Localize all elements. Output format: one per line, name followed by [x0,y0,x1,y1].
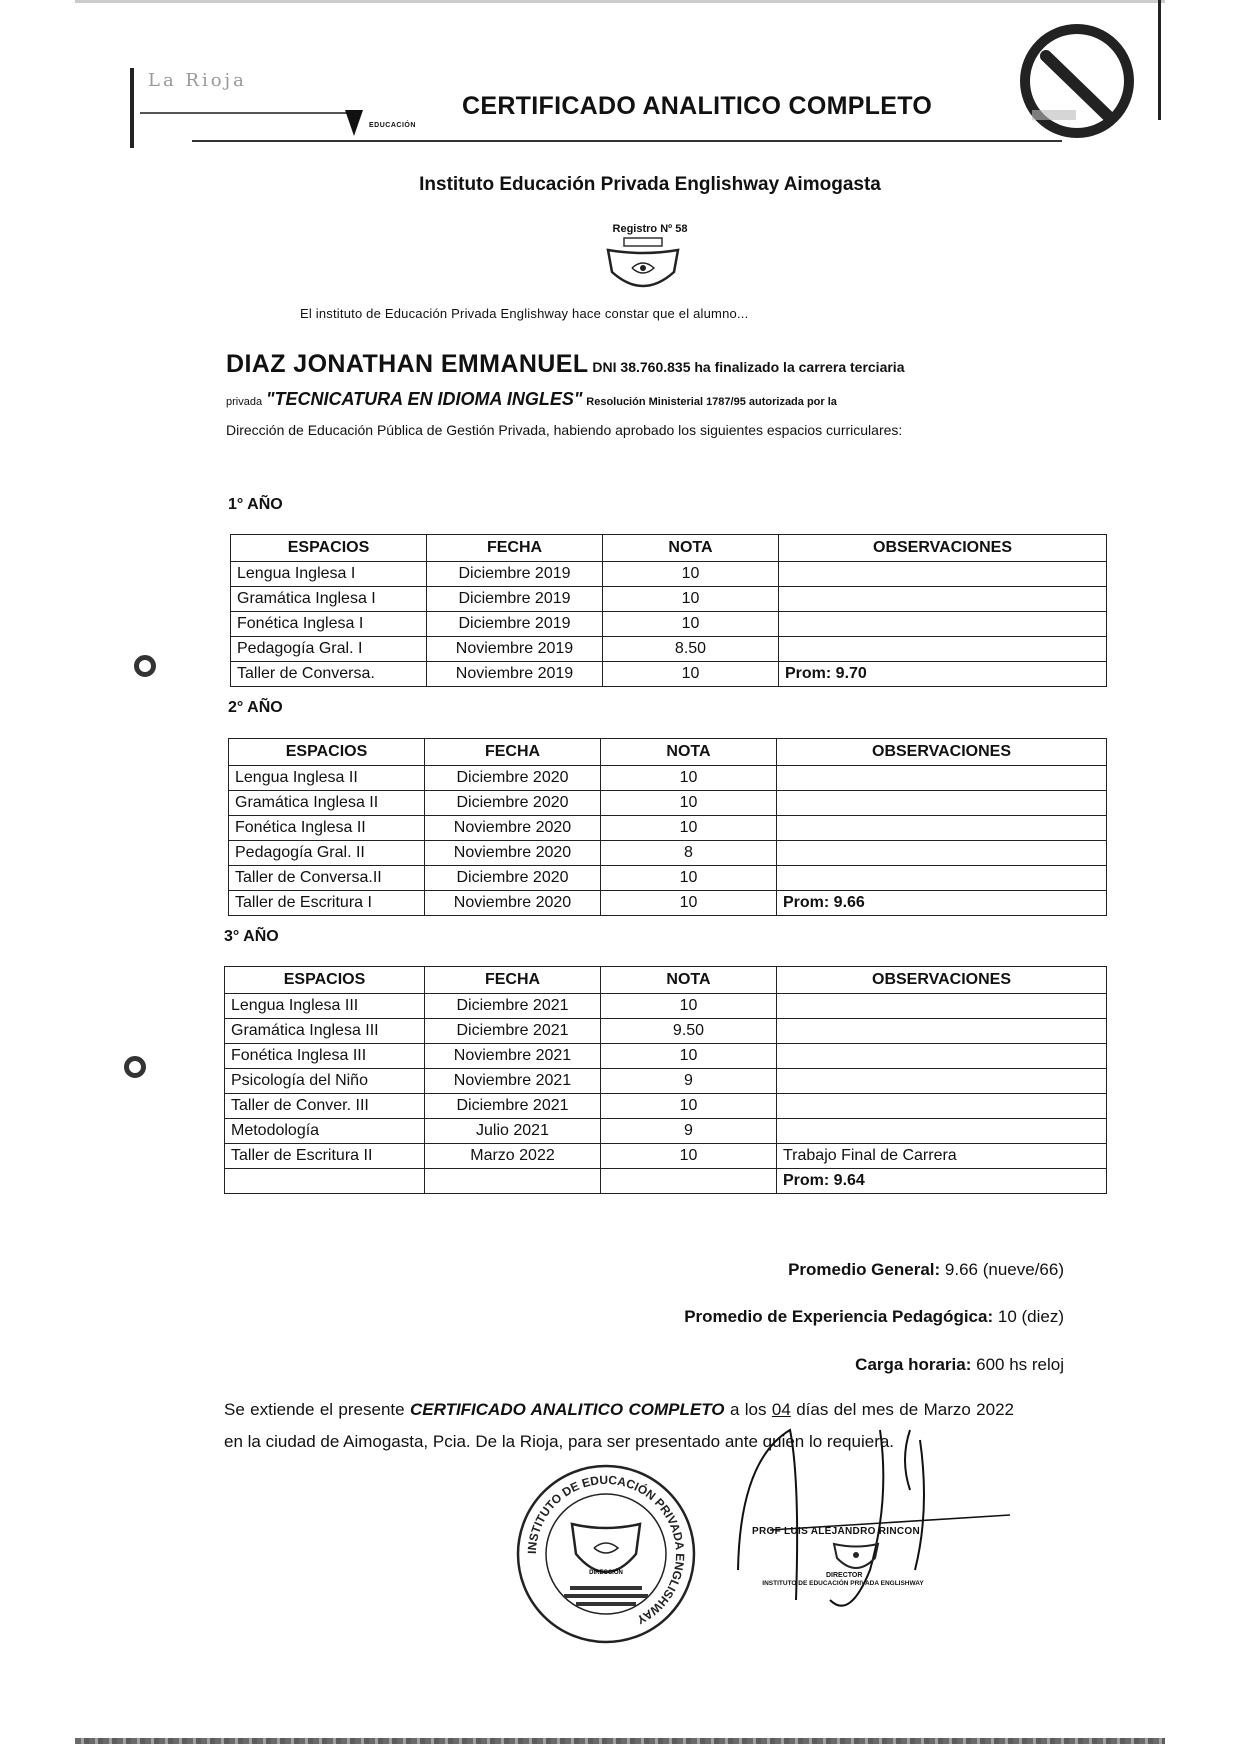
cell-espacio: Lengua Inglesa III [225,994,425,1019]
column-header: NOTA [603,535,779,562]
table-row [225,1119,1107,1144]
table-row [225,1169,1107,1194]
promedio-general-value: 9.66 (nueve/66) [944,1260,1064,1279]
cell-nota: 10 [603,562,779,587]
closing-day: 04 [771,1400,791,1419]
institute-name: Instituto Educación Privada Englishway Aimogasta [419,174,881,195]
cell-nota: 8.50 [603,637,779,662]
column-header: NOTA [601,967,777,994]
column-header: FECHA [427,535,603,562]
cell-fecha: Marzo 2022 [425,1144,601,1169]
signatory-institute: INSTITUTO DE EDUCACIÓN PRIVADA ENGLISHWAY [762,1580,924,1587]
promedio-experiencia [684,1307,1064,1327]
cell-fecha: Diciembre 2021 [425,1094,601,1119]
closing-text-3: días del mes de Marzo 2022 en la ciudad de Aimogasta, Pcia. De la Rioja, para ser presentado ante quien lo requiera. [224,1400,1015,1451]
carga-horaria-value: 600 hs reloj [976,1355,1064,1374]
cell-nota: 9 [601,1069,777,1094]
cell-fecha [425,1169,601,1194]
stamp-inner-text: DIRECCIÓN [589,1570,623,1576]
cell-obs [779,587,1107,612]
cell-fecha: Diciembre 2021 [425,994,601,1019]
column-header: NOTA [601,739,777,766]
column-header: OBSERVACIONES [777,739,1107,766]
cell-obs [777,1019,1107,1044]
cell-obs [777,1094,1107,1119]
cell-nota: 9.50 [601,1019,777,1044]
cell-espacio: Pedagogía Gral. II [229,841,425,866]
binder-hole-icon [134,655,156,677]
cell-fecha: Diciembre 2020 [425,791,601,816]
cell-espacio: Taller de Conver. III [225,1094,425,1119]
seal-icon [1018,22,1136,140]
binder-hole-icon [124,1056,146,1078]
promedio-experiencia-label: Promedio de Experiencia Pedagógica: [684,1307,994,1326]
cell-nota: 8 [601,841,777,866]
cell-fecha: Diciembre 2020 [425,766,601,791]
cell-fecha: Diciembre 2019 [427,587,603,612]
cell-nota: 10 [601,1144,777,1169]
intro-text: El instituto de Educación Privada Englishway hace constar que el alumno... [300,306,749,321]
cell-nota: 10 [601,816,777,841]
cell-espacio: Lengua Inglesa I [231,562,427,587]
cell-nota: 10 [601,994,777,1019]
closing-text-2: a los [729,1400,767,1419]
column-header: FECHA [425,967,601,994]
cell-fecha: Noviembre 2021 [425,1069,601,1094]
cell-espacio: Pedagogía Gral. I [231,637,427,662]
cell-fecha: Diciembre 2021 [425,1019,601,1044]
scan-edge-top [75,0,1165,3]
cell-nota: 9 [601,1119,777,1144]
cell-espacio [225,1169,425,1194]
cell-fecha: Diciembre 2019 [427,562,603,587]
cell-obs [777,816,1107,841]
cell-fecha: Noviembre 2021 [425,1044,601,1069]
table-row [231,562,1107,587]
logo-bar [130,68,134,148]
cell-espacio: Taller de Escritura I [229,891,425,916]
table-row [231,637,1107,662]
cell-fecha: Julio 2021 [425,1119,601,1144]
cell-fecha: Noviembre 2019 [427,662,603,687]
cell-espacio: Lengua Inglesa II [229,766,425,791]
table-row [225,994,1107,1019]
table-row [231,587,1107,612]
cell-obs [777,841,1107,866]
cell-nota: 10 [601,1094,777,1119]
table-row [225,1094,1107,1119]
paragraph-text-1: ha finalizado la carrera terciaria [694,359,905,375]
cell-obs [777,766,1107,791]
cell-fecha: Noviembre 2020 [425,891,601,916]
education-logo-icon [345,110,363,136]
scan-edge-right [1158,0,1161,120]
cell-fecha: Noviembre 2019 [427,637,603,662]
resolucion-text: Resolución Ministerial 1787/95 autorizada por la [586,396,837,408]
cell-nota: 10 [603,587,779,612]
cell-obs: Trabajo Final de Carrera [777,1144,1107,1169]
cell-nota: 10 [601,866,777,891]
column-header: FECHA [425,739,601,766]
cell-obs [777,1119,1107,1144]
table-header-row [231,535,1107,562]
cell-obs: Prom: 9.70 [779,662,1107,687]
cell-obs [779,637,1107,662]
table-row [229,791,1107,816]
registro-number: Registro Nº 58 [612,223,688,235]
cell-espacio: Fonética Inglesa III [225,1044,425,1069]
paragraph-text-2: privada [226,396,263,408]
cell-espacio: Gramática Inglesa II [229,791,425,816]
paragraph-text-3: Dirección de Educación Pública de Gestión Privada, habiendo aprobado los siguientes espacios curriculares: [226,422,903,438]
table-row [225,1044,1107,1069]
cell-obs: Prom: 9.64 [777,1169,1107,1194]
column-header: ESPACIOS [229,739,425,766]
cell-espacio: Metodología [225,1119,425,1144]
cell-espacio: Fonética Inglesa II [229,816,425,841]
cell-espacio: Gramática Inglesa III [225,1019,425,1044]
cell-fecha: Noviembre 2020 [425,816,601,841]
grades-table-year-1 [230,534,1107,687]
cell-obs [777,994,1107,1019]
cell-nota: 10 [601,1044,777,1069]
table-row [229,841,1107,866]
cell-fecha: Diciembre 2020 [425,866,601,891]
signatory-name: PROF LUIS ALEJANDRO RINCON [752,1526,920,1537]
cell-espacio: Psicología del Niño [225,1069,425,1094]
cell-nota: 10 [603,662,779,687]
grades-table-year-2 [228,738,1107,916]
table-header-row [225,967,1107,994]
cell-nota: 10 [603,612,779,637]
institute-stamp-icon [514,1462,698,1646]
column-header: ESPACIOS [231,535,427,562]
logo-scribble: La Rioja [148,70,247,91]
table-row [229,866,1107,891]
table-row [225,1069,1107,1094]
cell-nota: 10 [601,766,777,791]
column-header: OBSERVACIONES [777,967,1107,994]
student-name: DIAZ JONATHAN EMMANUEL [226,350,589,378]
cell-espacio: Taller de Conversa. [231,662,427,687]
cell-obs [779,612,1107,637]
cell-obs [777,866,1107,891]
scan-edge-bottom [75,1738,1165,1744]
logo-line [140,112,350,114]
director-crest-icon [830,1540,882,1574]
stamp-ring-text: INSTITUTO DE EDUCACIÓN PRIVADA ENGLISHWAY [524,1472,688,1628]
signatory-role: DIRECTOR [826,1572,863,1579]
cell-espacio: Taller de Escritura II [225,1144,425,1169]
carga-horaria [855,1355,1064,1375]
table-row [231,662,1107,687]
year-label-3: 3° AÑO [224,928,279,945]
promedio-general [788,1260,1064,1280]
table-row [229,891,1107,916]
signature-icon [730,1420,1030,1620]
cell-obs: Prom: 9.66 [777,891,1107,916]
grades-table-year-3 [224,966,1107,1194]
closing-text-1: Se extiende el presente [224,1400,405,1419]
carrera-name: "TECNICATURA EN IDIOMA INGLES" [265,389,583,409]
cell-obs [777,1069,1107,1094]
year-label-1: 1° AÑO [228,496,283,513]
cell-espacio: Taller de Conversa.II [229,866,425,891]
logo-label: EDUCACIÓN [369,122,416,129]
cell-espacio: Gramática Inglesa I [231,587,427,612]
dni-label: DNI [592,359,617,375]
cell-obs [777,791,1107,816]
table-row [229,816,1107,841]
column-header: OBSERVACIONES [779,535,1107,562]
dni-number: 38.760.835 [620,359,691,375]
student-paragraph [226,348,1016,442]
cell-nota: 10 [601,891,777,916]
cell-espacio: Fonética Inglesa I [231,612,427,637]
cell-fecha: Noviembre 2020 [425,841,601,866]
cell-obs [779,562,1107,587]
year-label-2: 2° AÑO [228,699,283,716]
crest-icon [602,236,684,296]
title-rule [192,140,1062,142]
carga-horaria-label: Carga horaria: [855,1355,972,1374]
table-row [225,1144,1107,1169]
table-row [229,766,1107,791]
cell-fecha: Diciembre 2019 [427,612,603,637]
table-header-row [229,739,1107,766]
closing-doc-name: CERTIFICADO ANALITICO COMPLETO [409,1400,725,1419]
promedio-experiencia-value: 10 (diez) [997,1307,1064,1326]
document-title: CERTIFICADO ANALITICO COMPLETO [462,92,933,120]
table-row [225,1019,1107,1044]
table-row [231,612,1107,637]
cell-nota: 10 [601,791,777,816]
column-header: ESPACIOS [225,967,425,994]
cell-nota [601,1169,777,1194]
cell-obs [777,1044,1107,1069]
promedio-general-label: Promedio General: [788,1260,941,1279]
